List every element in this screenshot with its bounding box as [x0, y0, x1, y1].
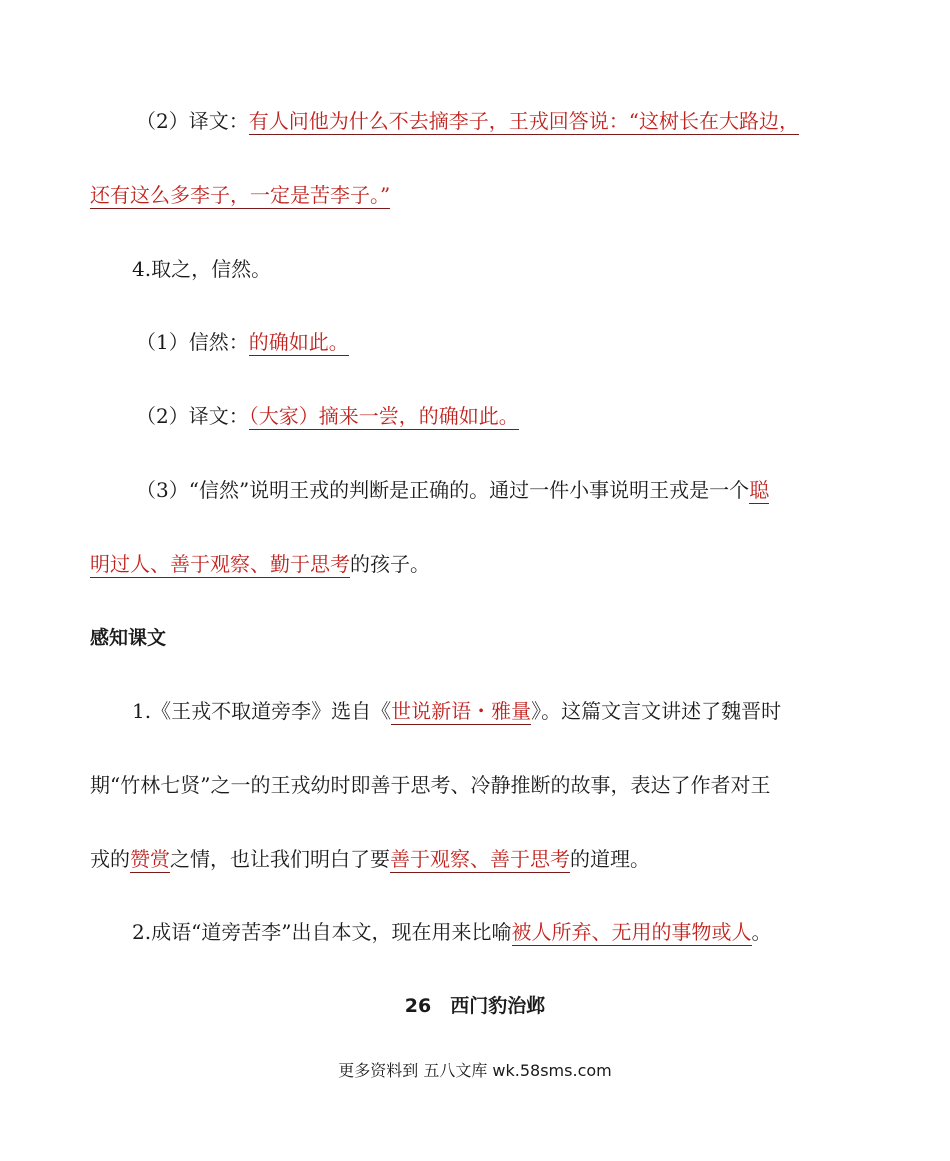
body-text: 之情，也让我们明白了要 [170, 847, 390, 871]
explanation-line [136, 476, 916, 504]
answer-text: 赞赏 [130, 847, 170, 871]
translation-continued [90, 181, 870, 209]
perception-item-1-cont [90, 771, 870, 799]
answer-text: 明过人、善于观察、勤于思考 [90, 552, 350, 576]
explanation-continued [90, 550, 870, 578]
question-4 [132, 255, 912, 283]
section-heading: 感知课文 [90, 627, 167, 649]
label-text: （2）译文： [136, 109, 249, 133]
body-text: 2.成语“道旁苦李”出自本文，现在用来比喻 [132, 920, 512, 944]
answer-text: 有人问他为什么不去摘李子，王戎回答说：“这树长在大路边， [248, 109, 799, 133]
xinran-meaning [136, 328, 916, 356]
body-text: 》。这篇文言文讲述了魏晋时 [531, 699, 782, 723]
body-text: 的道理。 [570, 847, 650, 871]
answer-text: （大家）摘来一尝，的确如此。 [248, 404, 519, 428]
answer-text: 被人所弃、无用的事物或人 [511, 920, 752, 944]
body-text: 期“竹林七贤”之一的王戎幼时即善于思考、冷静推断的故事，表达了作者对王 [90, 773, 771, 797]
perception-item-2 [132, 918, 912, 946]
footer-text: 更多资料到 五八文库 wk.58sms.com [338, 1061, 612, 1080]
answer-text: 善于观察、善于思考 [390, 847, 570, 871]
translation-line-2 [136, 107, 916, 135]
perception-item-1-cont-2 [90, 845, 870, 873]
answer-text: 的确如此。 [248, 330, 349, 354]
question-text: 4.取之，信然。 [132, 257, 272, 281]
perception-item-1 [132, 697, 912, 725]
label-text: （1）信然： [136, 330, 249, 354]
body-text: 的孩子。 [350, 552, 430, 576]
translation-line-4 [136, 402, 916, 430]
answer-text: 世说新语・雅量 [391, 699, 532, 723]
body-text: 戎的 [90, 847, 130, 871]
body-text: 。 [751, 920, 772, 944]
label-text: （2）译文： [136, 404, 249, 428]
answer-text: 聪 [749, 478, 770, 502]
answer-text: 还有这么多李子，一定是苦李子。” [90, 183, 391, 207]
body-text: 1.《王戎不取道旁李》选自《 [132, 699, 392, 723]
body-text: （3）“信然”说明王戎的判断是正确的。通过一件小事说明王戎是一个 [136, 478, 750, 502]
lesson-title: 26 西门豹治邺 [404, 995, 546, 1017]
